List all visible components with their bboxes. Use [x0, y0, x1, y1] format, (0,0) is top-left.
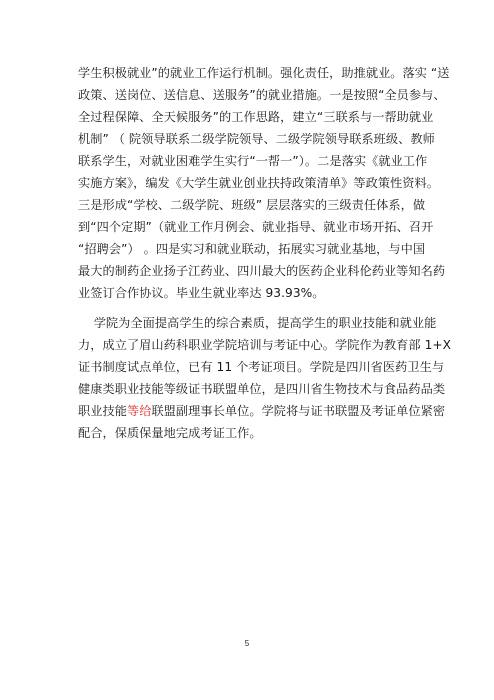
text-line: “招聘会”） 。四是实习和就业联动，拓展实习就业基地，与中国: [78, 242, 426, 256]
text-line: 学生积极就业”的就业工作运行机制。强化责任，助推就业。落实 “送: [78, 66, 450, 80]
text-line: 最大的制药企业扬子江药业、四川最大的医药企业科伦药业等知名药: [78, 264, 446, 278]
text-segment: 联盟副理事长单位。学院将与证书联盟及考证单位紧密: [151, 404, 446, 418]
paragraph-certification: [78, 312, 452, 444]
text-line: 证书制度试点单位，已有 11 个考证项目。学院是四川省医药卫生与: [78, 360, 445, 374]
paragraph-gap: [78, 304, 418, 312]
text-line: 联系学生，对就业困难学生实行“一帮一”）。二是落实《就业工作: [78, 154, 428, 168]
page-number: 5: [244, 639, 250, 648]
body-text: [78, 62, 452, 444]
text-line: 学院为全面提高学生的综合素质，提高学生的职业技能和就业能: [78, 316, 437, 330]
text-line: 实施方案》，编发《大学生就业创业扶持政策清单》等政策性资料。: [78, 176, 440, 190]
highlighted-text: 等给: [126, 404, 152, 418]
text-line: 业签订合作协议。毕业生就业率达 93.93%。: [78, 286, 325, 300]
text-line-highlighted: [78, 400, 446, 422]
text-segment: 职业技能: [78, 404, 127, 418]
text-line: 配合，保质保量地完成考证工作。: [78, 426, 262, 440]
text-line: 三是形成“学校、二级学院、班级” 层层落实的三级责任体系，做: [78, 198, 426, 212]
text-line: 机制” （ 院领导联系二级学院领导、二级学院领导联系班级、教师: [78, 132, 435, 146]
paragraph-employment: [78, 62, 450, 304]
text-line: 力，成立了眉山药科职业学院培训与考证中心。学院作为教育部 1+X: [78, 338, 452, 352]
text-line: 全过程保障、全天候服务”的工作思路，建立“三联系与一帮助就业: [78, 110, 434, 124]
text-line: 健康类职业技能等级证书联盟单位，是四川省生物技术与食品药品类: [78, 382, 446, 396]
text-line: 政策、送岗位、送信息、送服务”的就业措施。一是按照“全员参与、: [78, 88, 446, 102]
text-line: 到“四个定期”（就业工作月例会、就业指导、就业市场开拓、召开: [78, 220, 434, 234]
